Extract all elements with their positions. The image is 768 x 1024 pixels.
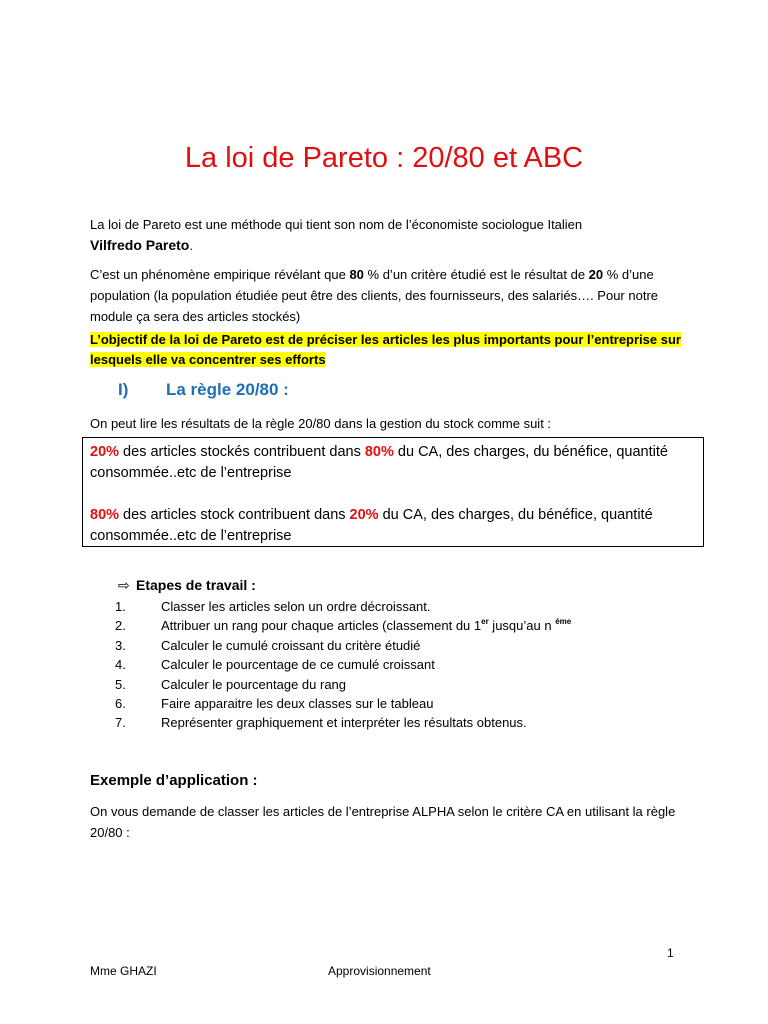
example-heading: Exemple d’application :: [90, 772, 258, 789]
rule-line-1: [90, 442, 700, 484]
section-heading-rule-20-80: [118, 378, 289, 402]
page-number: 1: [667, 946, 674, 960]
step-text: Calculer le pourcentage du rang: [161, 676, 347, 692]
step-number: 4.: [115, 657, 126, 673]
footer-author: Mme GHAZI: [90, 964, 157, 978]
step-number: 2.: [115, 618, 126, 634]
steps-heading-text: Etapes de travail :: [136, 577, 256, 593]
phenomenon-value-20: 20: [588, 267, 604, 282]
percent-20: 20%: [349, 507, 379, 523]
step-text: Calculer le pourcentage de ce cumulé croissant: [161, 657, 435, 673]
step-text: Représenter graphiquement et interpréter les résultats obtenus.: [161, 715, 527, 731]
superscript-er: er: [481, 617, 489, 627]
step-text: [161, 616, 571, 635]
intro-text: La loi de Pareto est une méthode qui tient son nom de l’économiste sociologue Italien: [90, 217, 583, 232]
rule-box: [82, 437, 704, 547]
percent-80: 80%: [364, 444, 394, 460]
percent-20: 20%: [90, 444, 120, 460]
intro-paragraph: [90, 214, 690, 256]
step-text: Faire apparaitre les deux classes sur le tableau: [161, 695, 434, 711]
step-text-b: jusqu’au n: [488, 618, 556, 634]
objective-highlight: L’objectif de la loi de Pareto est de préciser les articles les plus importants pour l’entreprise sur lesquels elle va concentrer ses efforts: [90, 332, 681, 367]
phenomenon-text-b: % d’un critère étudié est le résultat de: [363, 267, 589, 282]
step-text: Classer les articles selon un ordre décroissant.: [161, 599, 431, 614]
phenomenon-text-c: % d’une population (la population étudiée peut être des clients, des fournisseurs, des salariés…. Pour notre module ça sera des articles stockés): [90, 267, 659, 324]
phenomenon-value-80: 80: [349, 267, 364, 282]
rule-line-1-text-b: du CA, des charges, du bénéfice, quantité consommée..etc de l’entreprise: [90, 444, 668, 481]
document-title: La loi de Pareto : 20/80 et ABC: [184, 142, 584, 174]
rule-line-1-text-a: des articles stockés contribuent dans: [119, 444, 365, 460]
step-number: 6.: [115, 695, 126, 711]
phenomenon-paragraph: [90, 264, 680, 327]
steps-heading: [118, 575, 256, 595]
objective-paragraph: [90, 330, 690, 370]
footer-subject: Approvisionnement: [328, 964, 431, 978]
step-number: 1.: [115, 599, 126, 614]
step-text-a: Attribuer un rang pour chaque articles (classement du 1: [161, 618, 482, 634]
step-number: 3.: [115, 637, 126, 653]
rule-line-2-text-a: des articles stock contribuent dans: [119, 507, 350, 523]
outlined-right-arrow-icon: ⇨: [118, 577, 130, 593]
rule-line-2: [90, 505, 700, 547]
section-number: I): [118, 380, 129, 399]
step-number: 5.: [115, 676, 126, 692]
step-text: Calculer le cumulé croissant du critère étudié: [161, 637, 421, 653]
rule-line-2-text-b: du CA, des charges, du bénéfice, quantité consommée..etc de l’entreprise: [90, 507, 653, 544]
section-title: La règle 20/80 :: [166, 380, 289, 399]
author-name: Vilfredo Pareto: [90, 237, 190, 253]
phenomenon-text-a: C’est un phénomène empirique révélant que: [90, 267, 350, 282]
percent-80: 80%: [90, 507, 120, 523]
rule-intro-text: On peut lire les résultats de la règle 20/80 dans la gestion du stock comme suit :: [90, 416, 552, 431]
step-number: 7.: [115, 715, 126, 731]
intro-period: .: [189, 238, 193, 253]
example-text: On vous demande de classer les articles de l’entreprise ALPHA selon le critère CA en utilisant la règle 20/80 :: [90, 804, 676, 840]
superscript-eme: éme: [555, 617, 572, 627]
